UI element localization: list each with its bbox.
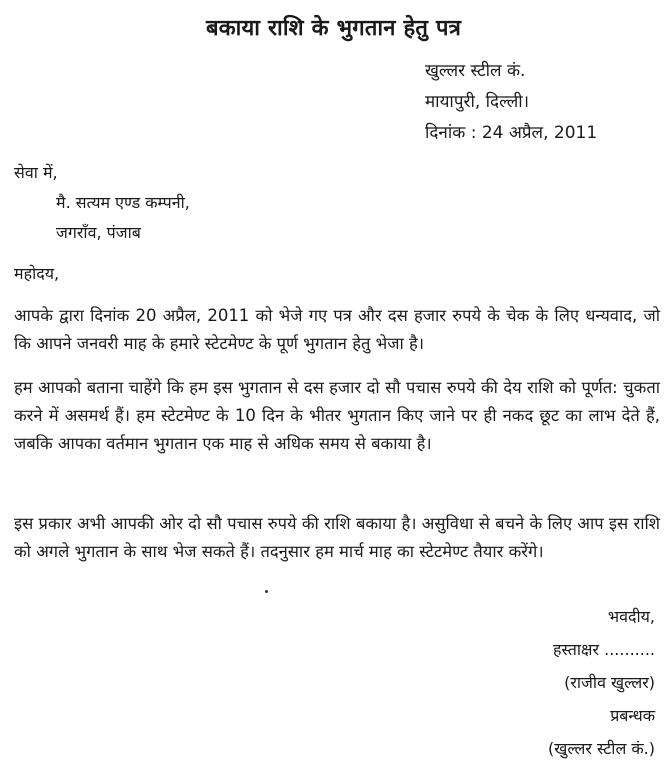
sender-block	[425, 56, 597, 149]
body-paragraph-3: इस प्रकार अभी आपकी ओर दो सौ पचास रुपये की राशि बकाया है। असुविधा से बचने के लिए आप इस राशि को अगले भुगतान के साथ भेज सकते हैं। तदनुसार हम मार्च माह का स्टेटमेण्ट तैयार करेंगे।	[14, 514, 660, 561]
recipient-city: जगराँव, पंजाब	[56, 223, 141, 242]
salutation: महोदय,	[14, 264, 60, 283]
letter-date: दिनांक : 24 अप्रैल, 2011	[425, 123, 598, 143]
signature-line: हस्ताक्षर ..........	[553, 640, 655, 659]
signatory-name: (राजीव खुल्लर)	[564, 673, 655, 692]
body-paragraph-2: हम आपको बताना चाहेंगे कि हम इस भुगतान से दस हजार दो सौ पचास रुपये की देय राशि को पूर्णत: चुकता करने में असमर्थ हैं। हम स्टेटमेण्ट के 10 दिन के भीतर भुगतान किए जाने पर ही नकद छूट का लाभ देते हैं, जबकि आपका वर्तमान भुगतान एक माह से अधिक समय से बकाया है।	[14, 378, 660, 453]
signatory-company: (खुल्लर स्टील कं.)	[547, 739, 655, 758]
recipient-name: मै. सत्यम एण्ड कम्पनी,	[56, 193, 190, 212]
body-paragraph-1: आपके द्वारा दिनांक 20 अप्रैल, 2011 को भेजे गए पत्र और दस हजार रुपये के चेक के लिए धन्यवाद, जो कि आपने जनवरी माह के हमारे स्टेटमेण्ट के पूर्ण भुगतान हेतु भेजा है।	[14, 306, 660, 353]
letter-title: बकाया राशि के भुगतान हेतु पत्र	[205, 16, 462, 41]
recipient-prefix: सेवा में,	[14, 163, 58, 182]
closing-block	[548, 600, 655, 765]
signatory-designation: प्रबन्धक	[610, 706, 655, 725]
recipient-block	[14, 158, 190, 248]
ink-speck	[265, 590, 268, 593]
sender-address: मायापुरी, दिल्ली।	[425, 92, 530, 112]
sender-company: खुल्लर स्टील कं.	[425, 61, 526, 81]
closing-regards: भवदीय,	[607, 607, 655, 626]
